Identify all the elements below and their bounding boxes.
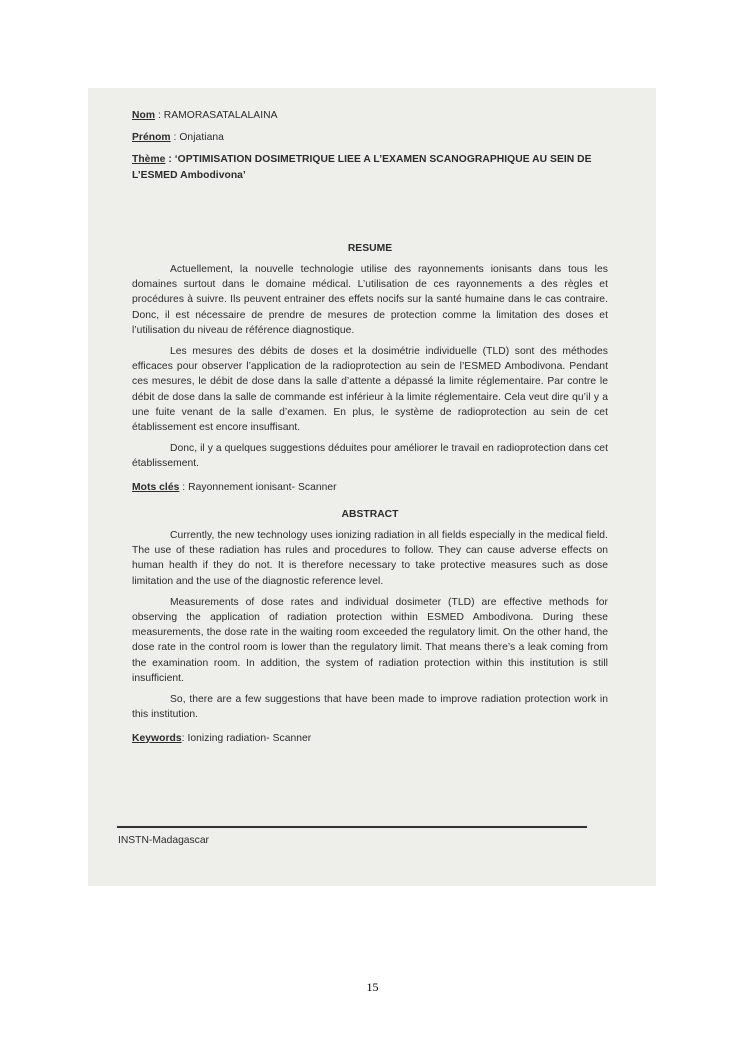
nom-label: Nom (132, 110, 156, 121)
abstract-heading: ABSTRACT (341, 508, 399, 520)
abstract-paragraph: Currently, the new technology uses ionizing radiation in all fields especially in the medical field. The use of these radiation has rules and procedures to follow. They can cause adverse effects on human health if they do not. It is therefore necessary to take protective measures such as dose limitation and the use of the diagnostic reference level. (132, 530, 608, 587)
abstract-paragraph: So, there are a few suggestions that have been made to improve radiation protection work in this institution. (132, 694, 608, 721)
mots-cles-label: Mots clés (132, 481, 180, 493)
theme-line (132, 152, 608, 182)
prenom-label: Prénom (132, 132, 171, 144)
resume-paragraph: Donc, il y a quelques suggestions déduites pour améliorer le travail en radioprotection dans cet établissement. (132, 443, 608, 470)
abstract-page-content (132, 108, 608, 746)
theme-value: : ‘OPTIMISATION DOSIMETRIQUE LIEE A L’EXAMEN SCANOGRAPHIQUE AU SEIN DE L’ESMED Ambodivona’ (132, 154, 592, 181)
footer-institution: INSTN-Madagascar (118, 835, 209, 846)
mots-cles-value: : Rayonnement ionisant- Scanner (179, 481, 337, 493)
nom-line (132, 108, 608, 123)
resume-paragraph: Les mesures des débits de doses et la dosimétrie individuelle (TLD) sont des méthodes efficaces pour observer l’application de la radioprotection au sein de l’ESMED Ambodivona. Pendant ces mesures, le débit de dose dans la salle d’attente a dépassé la limite réglementaire. Par contre le débit de dose dans la salle de commande est inférieur à la limite réglementaire. Cela veut dire qu’il y a une fuite venant de la salle d’examen. En plus, le système de radioprotection au sein de cet établissement est encore insuffisant. (132, 346, 608, 434)
page-number: 15 (366, 980, 379, 994)
resume-paragraph: Actuellement, la nouvelle technologie utilise des rayonnements ionisants dans tous les domaines surtout dans le domaine médical. L’utilisation de ces rayonnements a des règles et procédures à suivre. Ils peuvent entrainer des effets nocifs sur la santé humaine dans le cas contraire. Donc, il est nécessaire de prendre de mesures de protection comme la limitation des doses et l’utilisation du niveau de référence diagnostique. (132, 264, 608, 336)
keywords-line (132, 731, 608, 746)
abstract-paragraph: Measurements of dose rates and individual dosimeter (TLD) are effective methods for observing the application of radiation protection within ESMED Ambodivona. During these measurements, the dose rate in the waiting room exceeded the regulatory limit. On the other hand, the dose rate in the control room is lower than the regulatory limit. That means there’s a leak coming from the examination room. In addition, the system of radiation protection within this institution is still insufficient. (132, 596, 608, 684)
theme-label: Thème (132, 154, 166, 166)
keywords-value: : Ionizing radiation- Scanner (181, 732, 312, 744)
prenom-line (132, 130, 608, 145)
nom-value: : RAMORASATALALAINA (155, 110, 278, 121)
resume-heading: RESUME (347, 242, 393, 254)
mots-cles-line (132, 480, 608, 495)
prenom-value: : Onjatiana (170, 132, 224, 144)
footer-divider (117, 826, 587, 828)
keywords-label: Keywords (132, 732, 182, 744)
